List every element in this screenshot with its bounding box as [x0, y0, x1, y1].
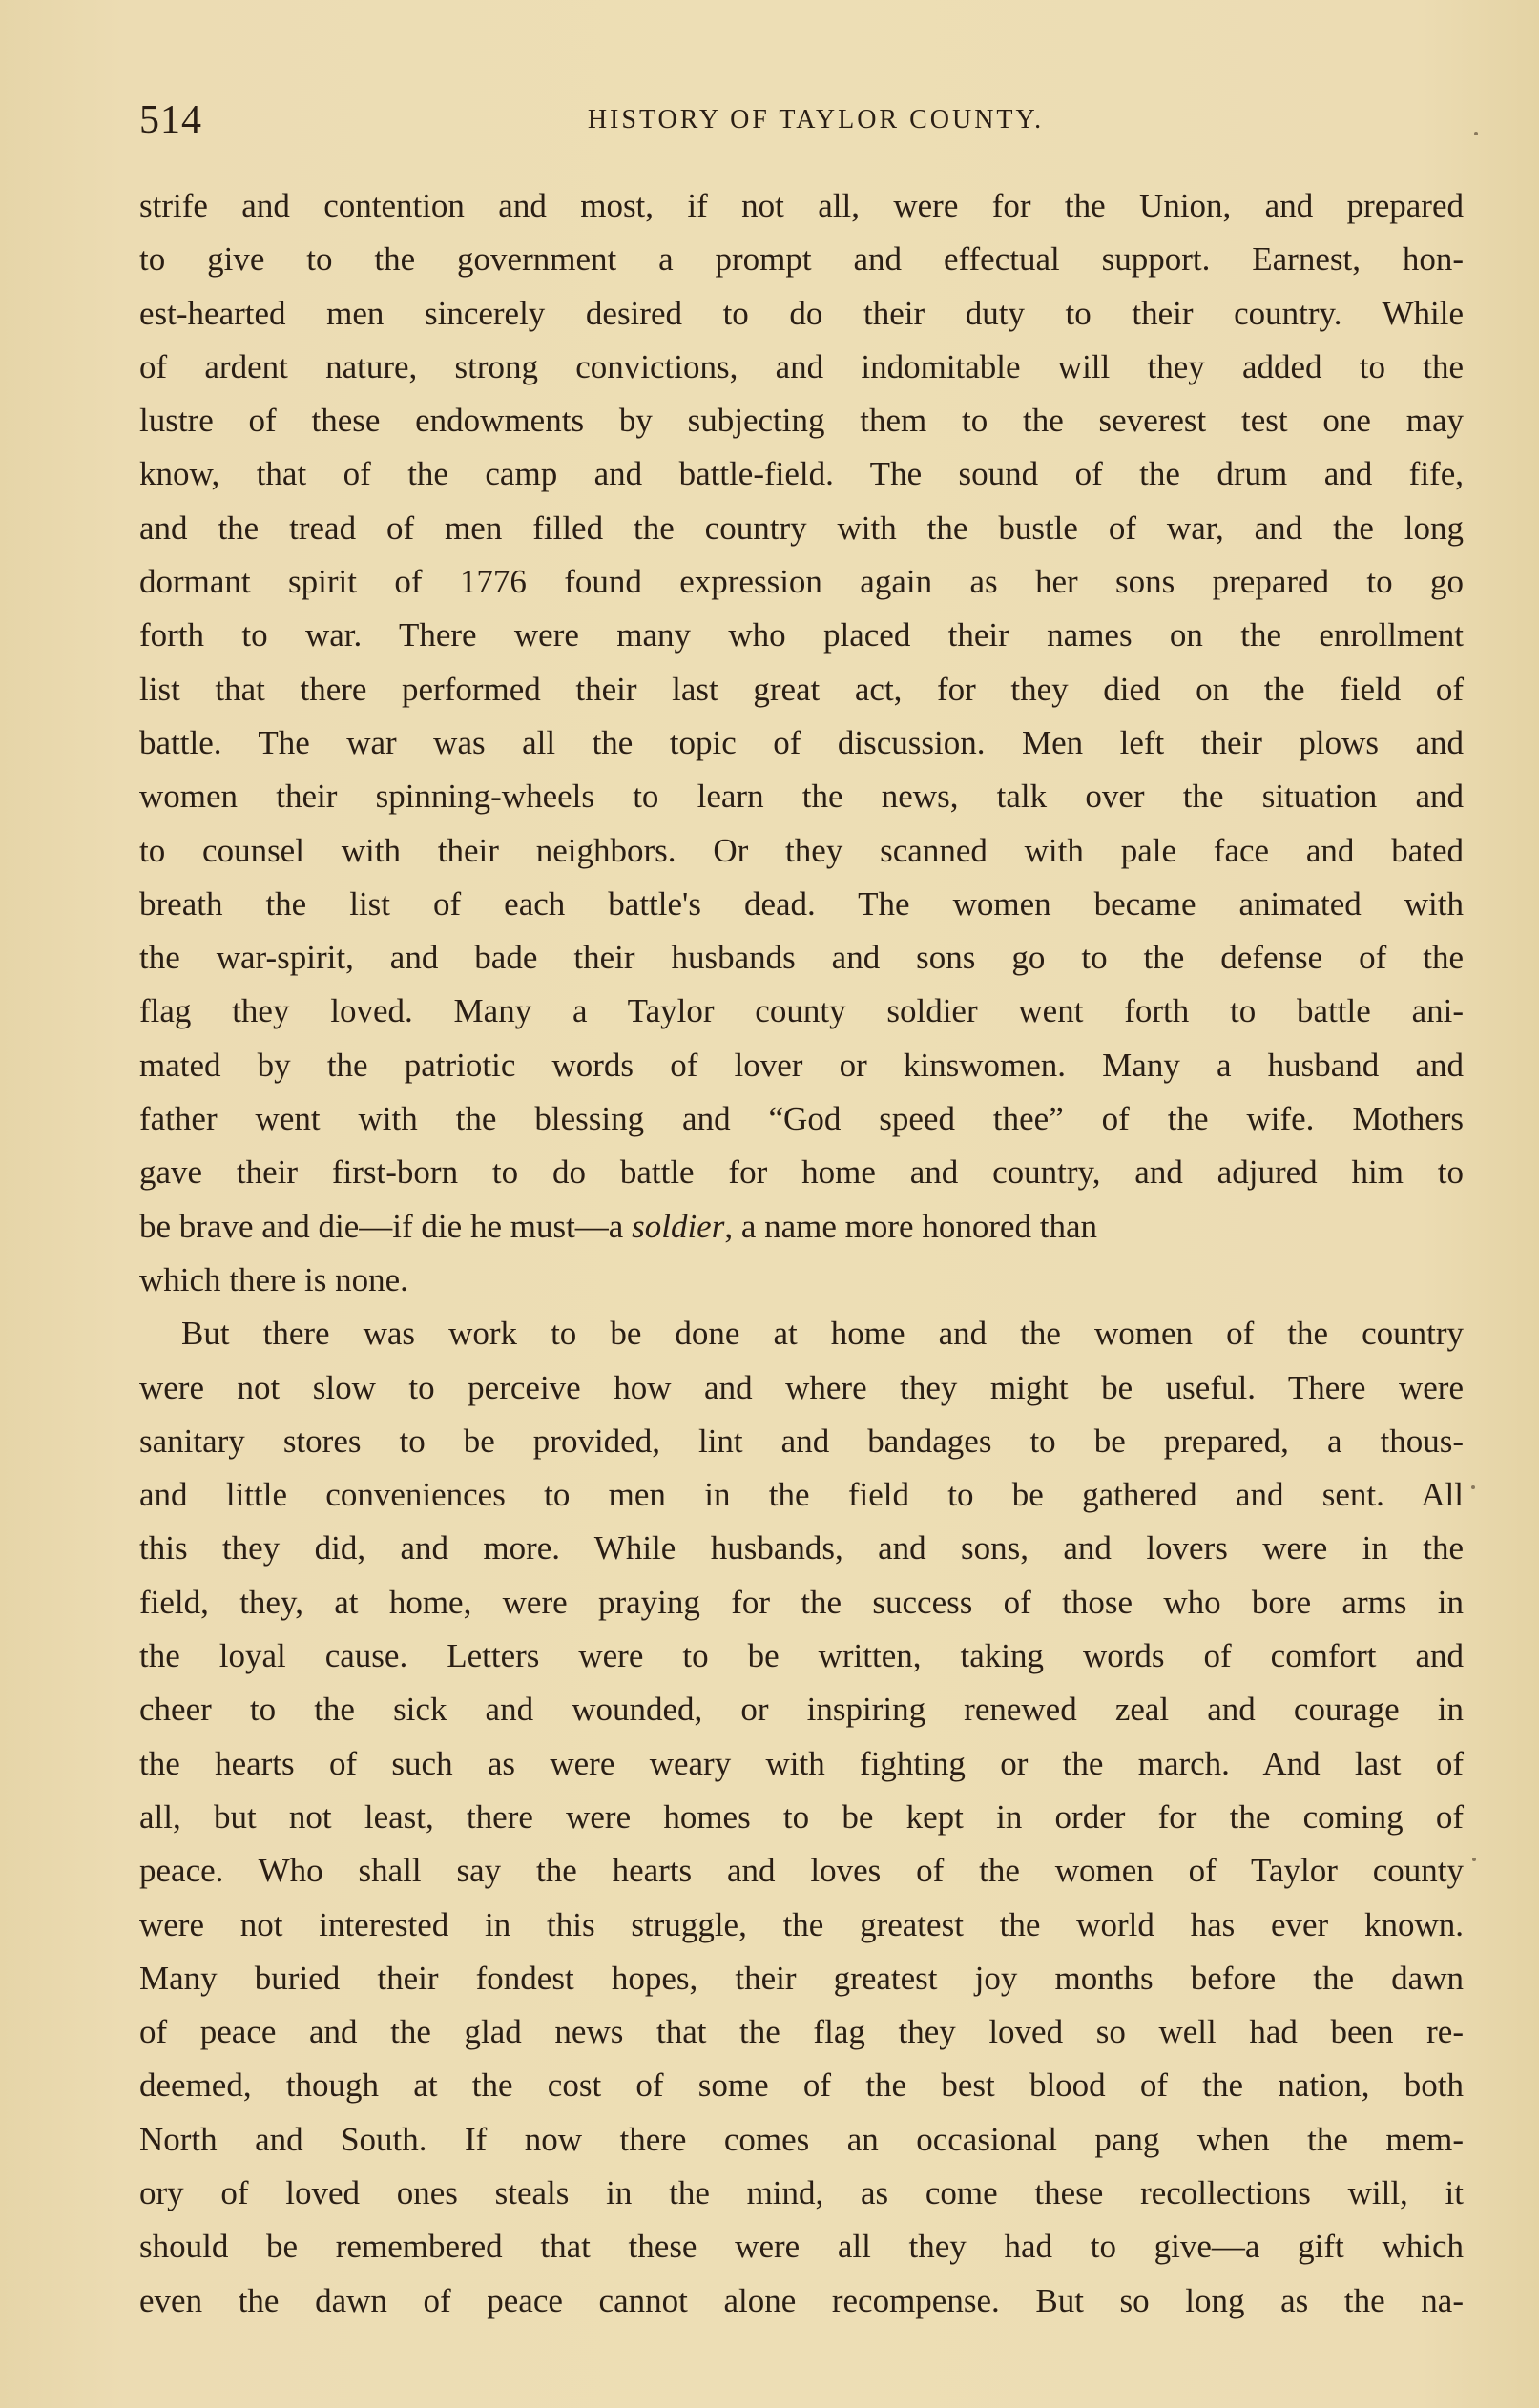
text-line: to give to the government a prompt and effectual support. Earnest, hon-	[139, 240, 1464, 279]
text-line: all, but not least, there were homes to be kept in order for the coming of	[139, 1797, 1464, 1836]
text-line: list that there performed their last great act, for they died on the field of	[139, 670, 1464, 708]
text-line: even the dawn of peace cannot alone recompense. But so long as the na-	[139, 2281, 1464, 2319]
text-line: the hearts of such as were weary with fighting or the march. And last of	[139, 1744, 1464, 1782]
text-line	[139, 1200, 1464, 1254]
text-line: battle. The war was all the topic of discussion. Men left their plows and	[139, 723, 1464, 761]
text-line: of ardent nature, strong convictions, and indomitable will they added to the	[139, 347, 1464, 385]
text-line: Many buried their fondest hopes, their greatest joy months before the dawn	[139, 1959, 1464, 1997]
italic-word: soldier	[632, 1207, 725, 1245]
text-line: this they did, and more. While husbands, and sons, and lovers were in the	[139, 1529, 1464, 1567]
text-line: flag they loved. Many a Taylor county soldier went forth to battle ani-	[139, 992, 1464, 1030]
text-line: and the tread of men filled the country with the bustle of war, and the long	[139, 509, 1464, 547]
text-segment: be brave and die—if die he must—a	[139, 1207, 633, 1245]
text-line: sanitary stores to be provided, lint and bandages to be prepared, a thous-	[139, 1422, 1464, 1460]
text-line: to counsel with their neighbors. Or they scanned with pale face and bated	[139, 831, 1464, 869]
text-line: peace. Who shall say the hearts and loves of the women of Taylor county	[139, 1852, 1464, 1890]
page-header	[139, 92, 1464, 149]
text-line: mated by the patriotic words of lover or kinswomen. Many a husband and	[139, 1046, 1464, 1084]
text-line: forth to war. There were many who placed their names on the enrollment	[139, 616, 1464, 654]
text-line: of peace and the glad news that the flag they loved so well had been re-	[139, 2013, 1464, 2051]
text-line: dormant spirit of 1776 found expression again as her sons prepared to go	[139, 563, 1464, 601]
text-line: breath the list of each battle's dead. The women became animated with	[139, 884, 1464, 923]
print-speck	[1474, 132, 1478, 135]
text-line: women their spinning-wheels to learn the news, talk over the situation and	[139, 778, 1464, 816]
text-line: cheer to the sick and wounded, or inspiring renewed zeal and courage in	[139, 1691, 1464, 1729]
running-title: HISTORY OF TAYLOR COUNTY.	[587, 105, 1045, 135]
text-line: gave their first-born to do battle for home and country, and adjured him to	[139, 1153, 1464, 1192]
text-line: But there was work to be done at home and the women of the country	[181, 1315, 1464, 1353]
print-speck	[1472, 1858, 1476, 1861]
text-line: the loyal cause. Letters were to be written, taking words of comfort and	[139, 1637, 1464, 1675]
paragraph	[139, 179, 1464, 1307]
paragraph	[139, 1307, 1464, 2328]
text-line: deemed, though at the cost of some of the best blood of the nation, both	[139, 2066, 1464, 2105]
body-text	[139, 179, 1464, 2328]
text-line: know, that of the camp and battle-field. The sound of the drum and fife,	[139, 455, 1464, 493]
text-line: lustre of these endowments by subjecting them to the severest test one may	[139, 402, 1464, 440]
text-line: were not slow to perceive how and where they might be useful. There were	[139, 1368, 1464, 1406]
text-line: were not interested in this struggle, the greatest the world has ever known.	[139, 1905, 1464, 1943]
text-line: est-hearted men sincerely desired to do their duty to their country. While	[139, 294, 1464, 332]
text-line: strife and contention and most, if not all, were for the Union, and prepared	[139, 187, 1464, 224]
page-number: 514	[139, 98, 202, 142]
text-line: ory of loved ones steals in the mind, as come these recollections will, it	[139, 2173, 1464, 2211]
text-line: field, they, at home, were praying for the success of those who bore arms in	[139, 1583, 1464, 1621]
text-line: which there is none.	[139, 1260, 408, 1298]
text-line: North and South. If now there comes an occasional pang when the mem-	[139, 2120, 1464, 2158]
text-segment: , a name more honored than	[724, 1207, 1098, 1245]
print-speck	[1471, 1485, 1475, 1489]
text-line: father went with the blessing and “God speed thee” of the wife. Mothers	[139, 1100, 1464, 1138]
text-line: and little conveniences to men in the field to be gathered and sent. All	[139, 1476, 1464, 1514]
text-line: the war-spirit, and bade their husbands and sons go to the defense of the	[139, 939, 1464, 977]
text-line: should be remembered that these were all they had to give—a gift which	[139, 2228, 1464, 2266]
